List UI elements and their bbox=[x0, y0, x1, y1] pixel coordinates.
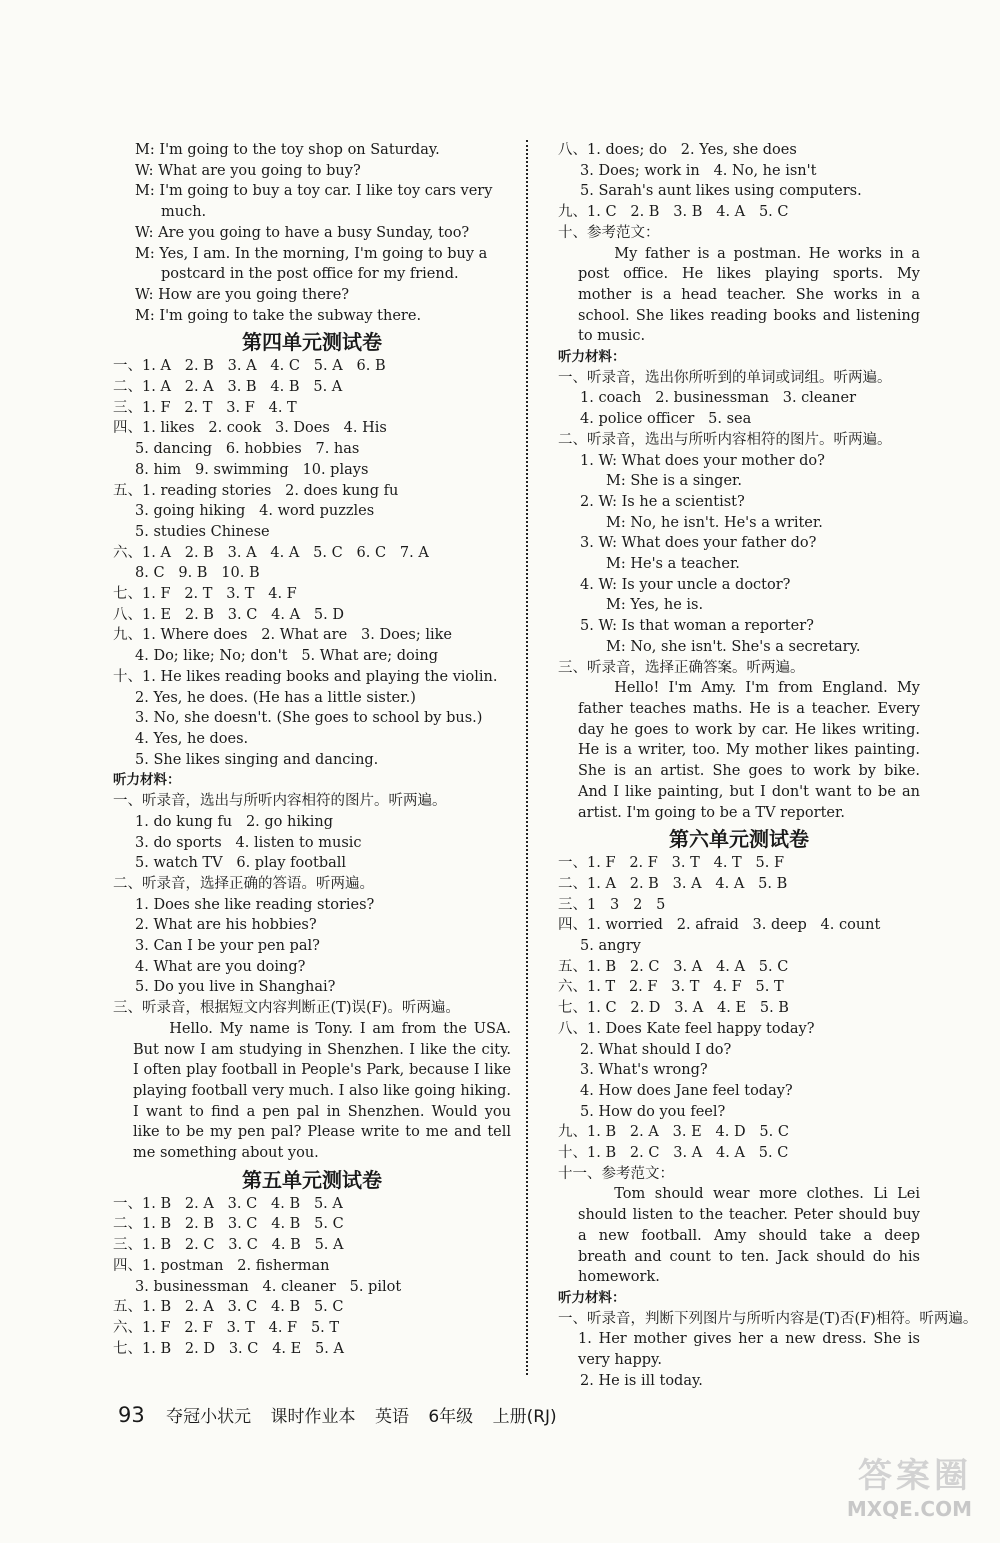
text-line: 3. going hiking 4. word puzzles bbox=[135, 503, 375, 520]
page-footer bbox=[118, 1402, 571, 1427]
text-line: 4. Yes, he does. bbox=[135, 730, 249, 747]
grade: 6年级 bbox=[428, 1407, 474, 1427]
text-line: 5. watch TV 6. play football bbox=[135, 855, 347, 872]
text-line: 八、1. does; do 2. Yes, she does bbox=[558, 142, 797, 158]
text-line: 5. How do you feel? bbox=[580, 1103, 726, 1120]
text-line: 五、1. reading stories 2. does kung fu bbox=[113, 482, 399, 499]
text-line: Hello. My name is Tony. I am from the USA. But now I am studying in Shenzhen. I like the city. I often play football in People's Park, because I like playing football very much. I also like going hiking. I want to find a pen pal in Shenzhen. Would you like to be my pen pal? Please write to me and tell me something about you. bbox=[133, 1020, 511, 1162]
text-line: 二、1. A 2. A 3. B 4. B 5. A bbox=[113, 379, 343, 396]
text-line: 二、听录音，选出与所听内容相符的图片。听两遍。 bbox=[558, 431, 892, 448]
section-heading: 第五单元测试卷 bbox=[242, 1167, 382, 1192]
text-line: M: I'm going to the toy shop on Saturday. bbox=[135, 142, 440, 158]
text-line: 4. Do; like; No; don't 5. What are; doing bbox=[135, 648, 439, 665]
text-line: much. bbox=[161, 204, 207, 221]
text-line: Hello! I'm Amy. I'm from England. My father teaches maths. He is a teacher. Every day he goes to work by car. He likes writing. He is a writer, too. My mother likes painting. She is an artist. She goes to work by bike. And I like painting, but I don't want to be an artist. I'm going to be a TV reporter. bbox=[578, 680, 920, 821]
text-line: 8. him 9. swimming 10. plays bbox=[135, 461, 369, 478]
text-line: 3. No, she doesn't. (She goes to school by bus.) bbox=[135, 710, 483, 727]
text-line: 四、1. likes 2. cook 3. Does 4. His bbox=[113, 420, 387, 437]
text-line: 六、1. A 2. B 3. A 4. A 5. C 6. C 7. A bbox=[113, 544, 429, 561]
text-line: 九、1. C 2. B 3. B 4. A 5. C bbox=[558, 204, 789, 221]
watermark-url: MXQE.COM bbox=[846, 1497, 972, 1521]
text-line: 5. angry bbox=[580, 938, 641, 955]
text-line: M: Yes, he is. bbox=[606, 597, 704, 614]
watermark bbox=[847, 1448, 972, 1521]
text-line: W: How are you going there? bbox=[135, 286, 350, 303]
section-heading: 第四单元测试卷 bbox=[242, 330, 382, 355]
text-line: 七、1. B 2. D 3. C 4. E 5. A bbox=[113, 1340, 344, 1357]
text-line: W: What are you going to buy? bbox=[135, 162, 361, 179]
left-column bbox=[113, 140, 511, 1359]
text-line: 1. Her mother gives her a new dress. She is very happy. bbox=[578, 1331, 920, 1369]
brand-name: 夺冠小状元 bbox=[166, 1407, 252, 1427]
text-line: 一、1. A 2. B 3. A 4. C 5. A 6. B bbox=[113, 358, 386, 375]
text-line: 三、1. B 2. C 3. C 4. B 5. A bbox=[113, 1237, 344, 1254]
page-number: 93 bbox=[118, 1403, 145, 1427]
text-line: 4. How does Jane feel today? bbox=[580, 1082, 793, 1099]
text-line: 十、参考范文： bbox=[558, 224, 660, 241]
text-line: 5. Sarah's aunt likes using computers. bbox=[580, 183, 862, 200]
text-line: 三、1. F 2. T 3. F 4. T bbox=[113, 399, 297, 416]
text-line: 二、听录音，选择正确的答语。听两遍。 bbox=[113, 875, 374, 892]
text-line: 4. W: Is your uncle a doctor? bbox=[580, 576, 791, 593]
text-line: 三、听录音，选择正确答案。听两遍。 bbox=[558, 659, 805, 676]
text-line: 五、1. B 2. C 3. A 4. A 5. C bbox=[558, 958, 789, 975]
text-line: 3. Does; work in 4. No, he isn't bbox=[580, 162, 817, 179]
subsection-label: 听力材料： bbox=[558, 1289, 626, 1306]
text-line: 一、1. B 2. A 3. C 4. B 5. A bbox=[113, 1195, 343, 1212]
text-line: 六、1. F 2. F 3. T 4. F 5. T bbox=[113, 1319, 340, 1336]
text-line: M: No, he isn't. He's a writer. bbox=[606, 514, 823, 531]
text-line: 四、1. worried 2. afraid 3. deep 4. count bbox=[558, 917, 881, 934]
subsection-label: 听力材料： bbox=[558, 349, 626, 366]
text-line: postcard in the post office for my friend. bbox=[161, 266, 459, 283]
text-line: 三、1 3 2 5 bbox=[558, 896, 666, 913]
volume: 上册(RJ) bbox=[492, 1407, 557, 1427]
text-line: 一、听录音，判断下列图片与所听内容是(T)否(F)相符。听两遍。 bbox=[558, 1310, 978, 1327]
text-line: 3. What's wrong? bbox=[580, 1062, 708, 1079]
text-line: 2. He is ill today. bbox=[580, 1372, 703, 1389]
subsection-label: 听力材料： bbox=[113, 772, 181, 789]
text-line: 六、1. T 2. F 3. T 4. F 5. T bbox=[558, 979, 784, 996]
subject: 英语 bbox=[374, 1407, 409, 1427]
text-line: 3. W: What does your father do? bbox=[580, 535, 817, 552]
text-line: 2. Yes, he does. (He has a little sister.) bbox=[135, 689, 416, 706]
text-line: 四、1. postman 2. fisherman bbox=[113, 1257, 330, 1274]
text-line: 5. Do you live in Shanghai? bbox=[135, 979, 336, 996]
text-line: 五、1. B 2. A 3. C 4. B 5. C bbox=[113, 1299, 344, 1316]
text-line: 1. Does she like reading stories? bbox=[135, 896, 375, 913]
text-line: 2. What should I do? bbox=[580, 1041, 732, 1058]
column-divider bbox=[526, 140, 528, 1375]
text-line: 5. dancing 6. hobbies 7. has bbox=[135, 441, 360, 458]
text-line: 二、1. A 2. B 3. A 4. A 5. B bbox=[558, 875, 788, 892]
text-line: 5. studies Chinese bbox=[135, 523, 270, 540]
text-line: 十、1. He likes reading books and playing the violin. bbox=[113, 668, 498, 685]
text-line: 8. C 9. B 10. B bbox=[135, 565, 260, 582]
watermark-logo: 答案圈 bbox=[858, 1456, 972, 1496]
text-line: Tom should wear more clothes. Li Lei should listen to the teacher. Peter should buy a new football. Amy should take a deep breath and count to ten. Jack should do his homework. bbox=[578, 1186, 920, 1286]
text-line: 4. What are you doing? bbox=[135, 958, 306, 975]
text-line: My father is a postman. He works in a post office. He likes playing sports. My mother is a head teacher. She works in a school. She likes reading books and listening to music. bbox=[578, 245, 920, 345]
text-line: 八、1. E 2. B 3. C 4. A 5. D bbox=[113, 606, 344, 623]
text-line: 一、1. F 2. F 3. T 4. T 5. F bbox=[558, 855, 785, 872]
text-line: 十一、参考范文： bbox=[558, 1165, 674, 1182]
text-line: 十、1. B 2. C 3. A 4. A 5. C bbox=[558, 1145, 789, 1162]
text-line: M: I'm going to buy a toy car. I like toy cars very bbox=[135, 183, 493, 200]
text-line: 九、1. Where does 2. What are 3. Does; like bbox=[113, 627, 452, 644]
text-line: M: No, she isn't. She's a secretary. bbox=[606, 638, 861, 655]
text-line: 3. businessman 4. cleaner 5. pilot bbox=[135, 1278, 402, 1295]
text-line: 三、听录音，根据短文内容判断正(T)误(F)。听两遍。 bbox=[113, 1000, 460, 1017]
text-line: W: Are you going to have a busy Sunday, too? bbox=[135, 224, 470, 241]
text-line: 5. She likes singing and dancing. bbox=[135, 751, 379, 768]
text-line: 3. do sports 4. listen to music bbox=[135, 834, 362, 851]
section-heading: 第六单元测试卷 bbox=[669, 827, 809, 852]
text-line: 1. do kung fu 2. go hiking bbox=[135, 813, 334, 830]
text-line: 一、听录音，选出你所听到的单词或词组。听两遍。 bbox=[558, 369, 892, 386]
text-line: M: Yes, I am. In the morning, I'm going to buy a bbox=[135, 245, 488, 262]
right-column bbox=[558, 140, 978, 1391]
text-line: 2. W: Is he a scientist? bbox=[580, 493, 745, 510]
text-line: 九、1. B 2. A 3. E 4. D 5. C bbox=[558, 1124, 789, 1141]
text-line: M: She is a singer. bbox=[606, 473, 742, 490]
text-line: 1. coach 2. businessman 3. cleaner bbox=[580, 390, 857, 407]
text-line: 4. police officer 5. sea bbox=[580, 411, 752, 428]
text-line: 七、1. C 2. D 3. A 4. E 5. B bbox=[558, 1000, 789, 1017]
text-line: 七、1. F 2. T 3. T 4. F bbox=[113, 586, 297, 603]
text-line: 1. W: What does your mother do? bbox=[580, 452, 825, 469]
book-type: 课时作业本 bbox=[270, 1407, 356, 1427]
text-line: 2. What are his hobbies? bbox=[135, 917, 317, 934]
text-line: M: I'm going to take the subway there. bbox=[135, 307, 422, 324]
text-line: 二、1. B 2. B 3. C 4. B 5. C bbox=[113, 1216, 344, 1233]
text-line: 5. W: Is that woman a reporter? bbox=[580, 618, 814, 635]
text-line: 八、1. Does Kate feel happy today? bbox=[558, 1020, 815, 1037]
text-line: 一、听录音，选出与所听内容相符的图片。听两遍。 bbox=[113, 793, 447, 810]
text-line: M: He's a teacher. bbox=[606, 556, 740, 573]
text-line: 3. Can I be your pen pal? bbox=[135, 938, 320, 955]
